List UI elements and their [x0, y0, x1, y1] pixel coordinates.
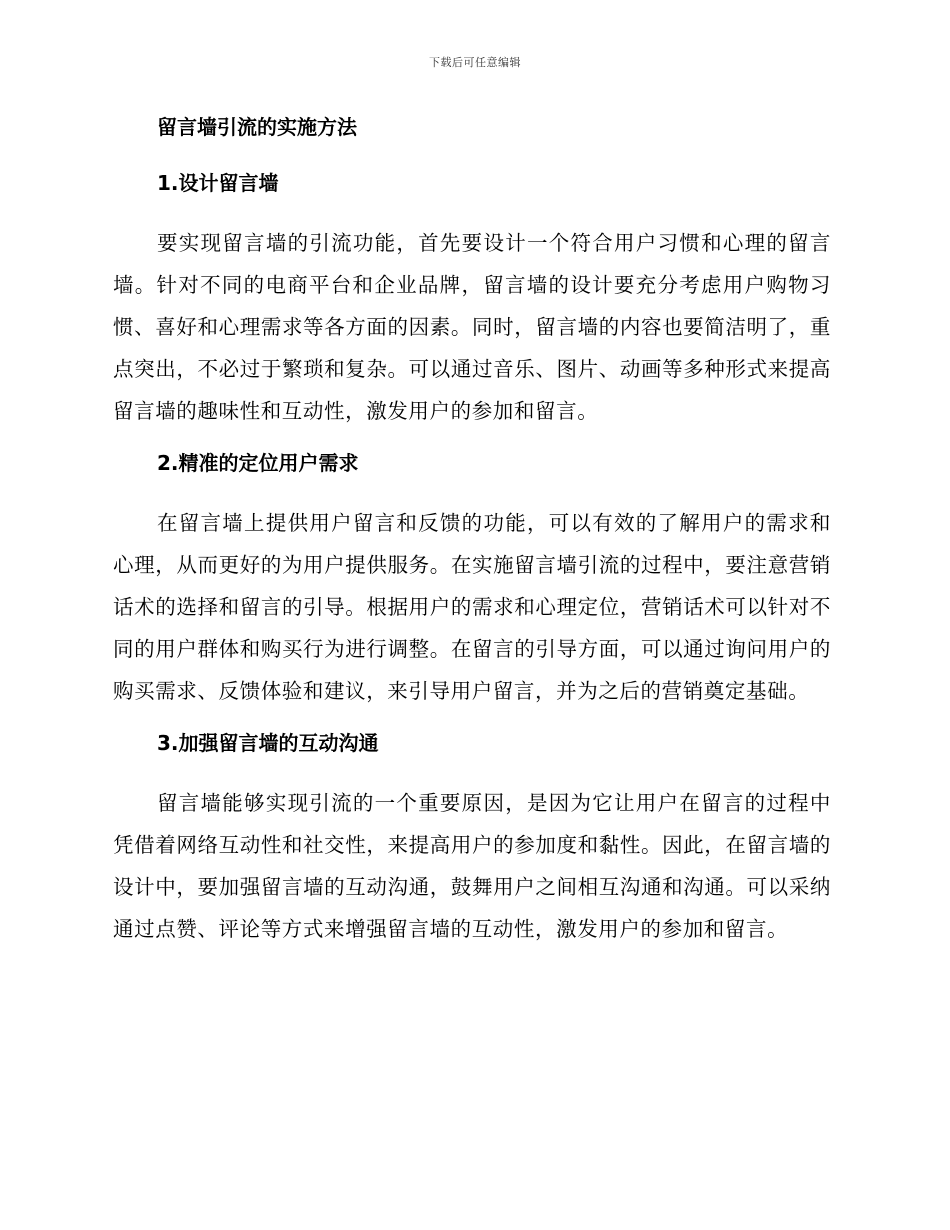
section-paragraph-3: 留言墙能够实现引流的一个重要原因，是因为它让用户在留言的过程中凭借着网络互动性和社交性，来提高用户的参加度和黏性。因此，在留言墙的设计中，要加强留言墙的互动沟通，鼓舞用户之间相互沟通和沟通。可以采纳通过点赞、评论等方式来增强留言墙的互动性，激发用户的参加和留言。 [113, 791, 831, 941]
section-paragraph-1: 要实现留言墙的引流功能，首先要设计一个符合用户习惯和心理的留言墙。针对不同的电商平台和企业品牌，留言墙的设计要充分考虑用户购物习惯、喜好和心理需求等各方面的因素。同时，留言墙的内容也要简洁明了，重点突出，不必过于繁琐和复杂。可以通过音乐、图片、动画等多种形式来提高留言墙的趣味性和互动性，激发用户的参加和留言。 [113, 231, 831, 423]
section-1 [113, 168, 831, 432]
section-2 [113, 448, 831, 712]
document-body [113, 112, 831, 966]
section-heading-2: 2.精准的定位用户需求 [157, 451, 359, 475]
section-heading-3: 3.加强留言墙的互动沟通 [157, 731, 379, 755]
section-paragraph-2: 在留言墙上提供用户留言和反馈的功能，可以有效的了解用户的需求和心理，从而更好的为用户提供服务。在实施留言墙引流的过程中，要注意营销话术的选择和留言的引导。根据用户的需求和心理定位，营销话术可以针对不同的用户群体和购买行为进行调整。在留言的引导方面，可以通过询问用户的购买需求、反馈体验和建议，来引导用户留言，并为之后的营销奠定基础。 [113, 511, 831, 703]
section-3 [113, 728, 831, 950]
document-title: 留言墙引流的实施方法 [157, 115, 357, 139]
section-heading-1: 1.设计留言墙 [157, 171, 279, 195]
page-header-note: 下载后可任意编辑 [429, 56, 521, 69]
